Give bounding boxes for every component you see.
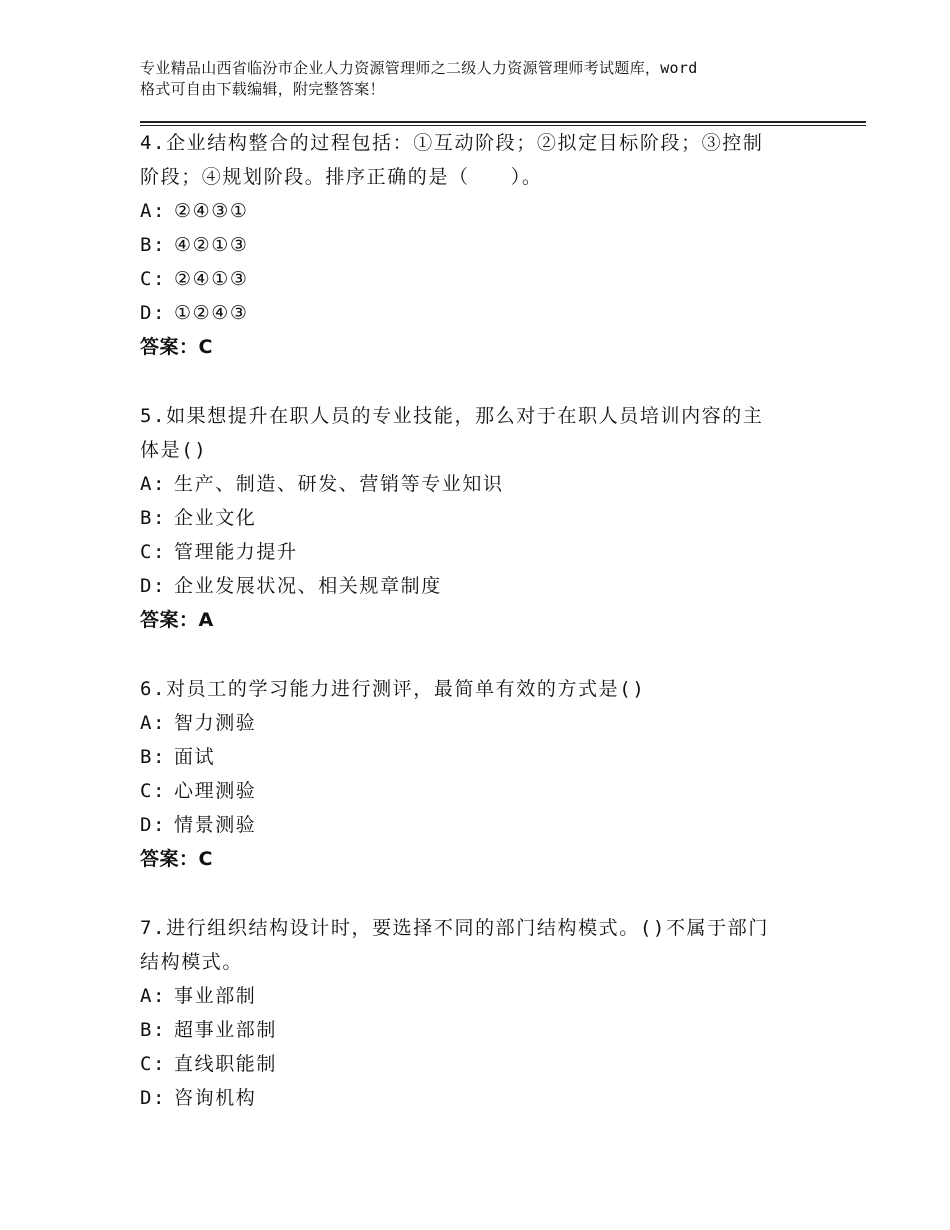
option-key: C: <box>140 780 167 802</box>
option-key: D: <box>140 814 167 836</box>
answer-label: 答案：C <box>140 336 213 358</box>
answer-label: 答案：A <box>140 609 214 631</box>
question-6 <box>140 672 820 876</box>
option-text: 直线职能制 <box>174 1053 278 1075</box>
option-d <box>140 569 820 603</box>
option-a <box>140 467 820 501</box>
option-key: A: <box>140 712 167 734</box>
option-d <box>140 1081 820 1115</box>
header-line-2: 格式可自由下载编辑，附完整答案！ <box>140 80 385 98</box>
option-key: C: <box>140 268 167 290</box>
option-text: 管理能力提升 <box>174 541 298 563</box>
option-key: C: <box>140 541 167 563</box>
option-text: ②④③① <box>174 200 249 222</box>
option-text: ④②①③ <box>174 234 249 256</box>
option-key: A: <box>140 473 167 495</box>
answer-label: 答案：C <box>140 848 213 870</box>
option-b <box>140 740 820 774</box>
option-a <box>140 706 820 740</box>
option-text: 面试 <box>174 746 216 768</box>
option-key: B: <box>140 1019 167 1041</box>
question-stem-line: 4.企业结构整合的过程包括：①互动阶段；②拟定目标阶段；③控制 <box>140 132 764 154</box>
option-c <box>140 262 820 296</box>
header-divider-thick <box>140 121 866 123</box>
option-key: B: <box>140 507 167 529</box>
option-b <box>140 501 820 535</box>
option-text: 生产、制造、研发、营销等专业知识 <box>174 473 504 495</box>
option-key: D: <box>140 1087 167 1109</box>
question-stem-line: 结构模式。 <box>140 951 244 973</box>
option-c <box>140 535 820 569</box>
document-header <box>140 58 840 100</box>
option-b <box>140 228 820 262</box>
option-text: 超事业部制 <box>174 1019 278 1041</box>
option-key: A: <box>140 200 167 222</box>
option-c <box>140 774 820 808</box>
question-stem-line: 6.对员工的学习能力进行测评，最简单有效的方式是() <box>140 678 646 700</box>
option-key: C: <box>140 1053 167 1075</box>
option-text: 企业发展状况、相关规章制度 <box>174 575 442 597</box>
question-stem-line: 阶段；④规划阶段。排序正确的是（ ）。 <box>140 166 543 188</box>
question-5 <box>140 399 820 637</box>
question-stem-line: 5.如果想提升在职人员的专业技能，那么对于在职人员培训内容的主 <box>140 405 764 427</box>
option-a <box>140 979 820 1013</box>
option-key: B: <box>140 234 167 256</box>
option-text: 咨询机构 <box>174 1087 257 1109</box>
option-text: 事业部制 <box>174 985 257 1007</box>
option-text: 情景测验 <box>174 814 257 836</box>
question-7 <box>140 911 820 1115</box>
question-stem-line: 体是() <box>140 439 208 461</box>
option-text: 心理测验 <box>174 780 257 802</box>
option-b <box>140 1013 820 1047</box>
option-text: 智力测验 <box>174 712 257 734</box>
option-key: D: <box>140 302 167 324</box>
question-stem-line: 7.进行组织结构设计时，要选择不同的部门结构模式。()不属于部门 <box>140 917 769 939</box>
option-key: B: <box>140 746 167 768</box>
option-key: A: <box>140 985 167 1007</box>
option-text: 企业文化 <box>174 507 257 529</box>
option-key: D: <box>140 575 167 597</box>
option-text: ②④①③ <box>174 268 249 290</box>
question-4 <box>140 126 820 364</box>
option-a <box>140 194 820 228</box>
header-line-1: 专业精品山西省临汾市企业人力资源管理师之二级人力资源管理师考试题库，word <box>140 59 698 77</box>
option-c <box>140 1047 820 1081</box>
option-d <box>140 808 820 842</box>
option-text: ①②④③ <box>174 302 249 324</box>
option-d <box>140 296 820 330</box>
